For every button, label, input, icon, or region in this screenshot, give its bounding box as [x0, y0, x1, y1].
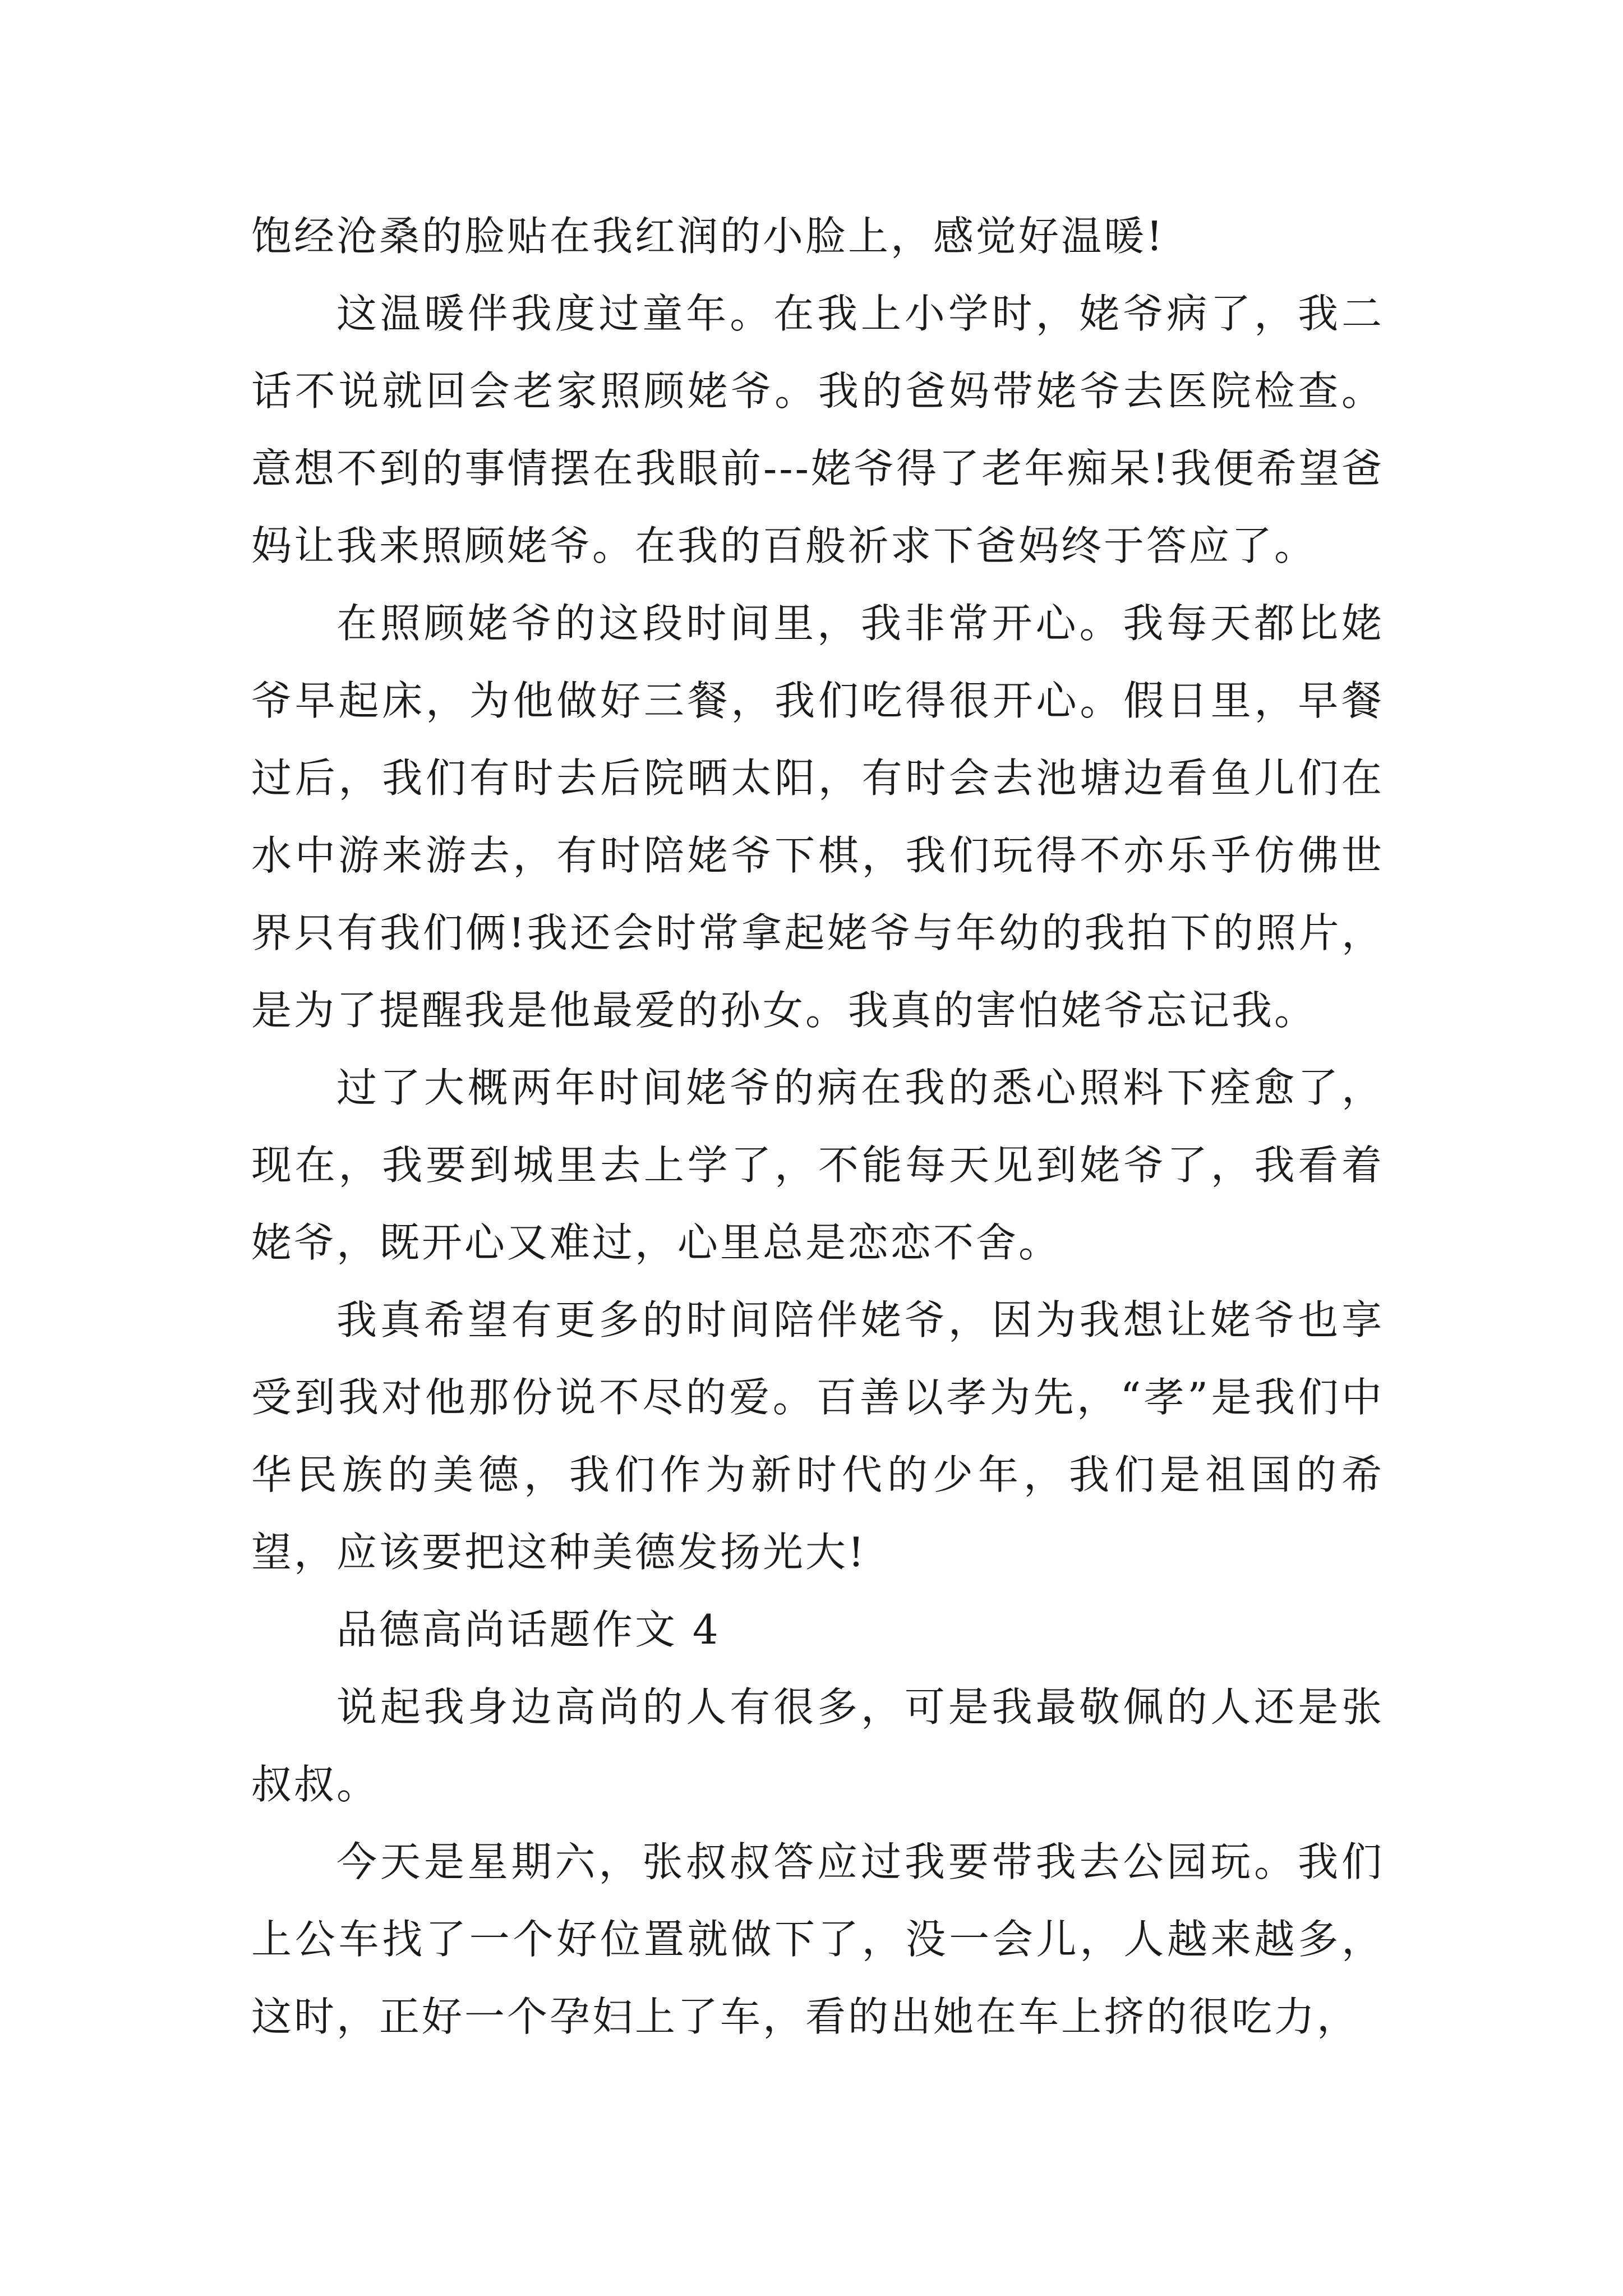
paragraph-wish: 我真希望有更多的时间陪伴姥爷，因为我想让姥爷也享受到我对他那份说不尽的爱。百善以孝为先，“孝”是我们中华民族的美德，我们作为新时代的少年，我们是祖国的希望，应该要把这种美德发扬光大! — [251, 1296, 1384, 1576]
paragraph-continuation: 饱经沧桑的脸贴在我红润的小脸上，感觉好温暖! — [251, 213, 1165, 260]
paragraph-bus: 今天是星期六，张叔叔答应过我要带我去公园玩。我们上公车找了一个好位置就做下了，没一会儿，人越来越多，这时，正好一个孕妇上了车，看的出她在车上挤的很吃力， — [251, 1838, 1384, 2040]
document-body — [251, 197, 1384, 2055]
paragraph-intro: 说起我身边高尚的人有很多，可是我最敬佩的人还是张叔叔。 — [251, 1683, 1384, 1808]
paragraph-caring: 在照顾姥爷的这段时间里，我非常开心。我每天都比姥爷早起床，为他做好三餐，我们吃得很开心。假日里，早餐过后，我们有时去后院晒太阳，有时会去池塘边看鱼儿们在水中游来游去，有时陪姥爷下棋，我们玩得不亦乐乎仿佛世界只有我们俩!我还会时常拿起姥爷与年幼的我拍下的照片，是为了提醒我是他最爱的孙女。我真的害怕姥爷忘记我。 — [251, 600, 1384, 1034]
paragraph-recovery: 过了大概两年时间姥爷的病在我的悉心照料下痊愈了，现在，我要到城里去上学了，不能每天见到姥爷了，我看着姥爷，既开心又难过，心里总是恋恋不舍。 — [251, 1064, 1384, 1266]
essay-heading: 品德高尚话题作文 4 — [336, 1606, 721, 1653]
paragraph-childhood: 这温暖伴我度过童年。在我上小学时，姥爷病了，我二话不说就回会老家照顾姥爷。我的爸妈带姥爷去医院检查。意想不到的事情摆在我眼前---姥爷得了老年痴呆!我便希望爸妈让我来照顾姥爷。在我的百般祈求下爸妈终于答应了。 — [251, 290, 1384, 569]
